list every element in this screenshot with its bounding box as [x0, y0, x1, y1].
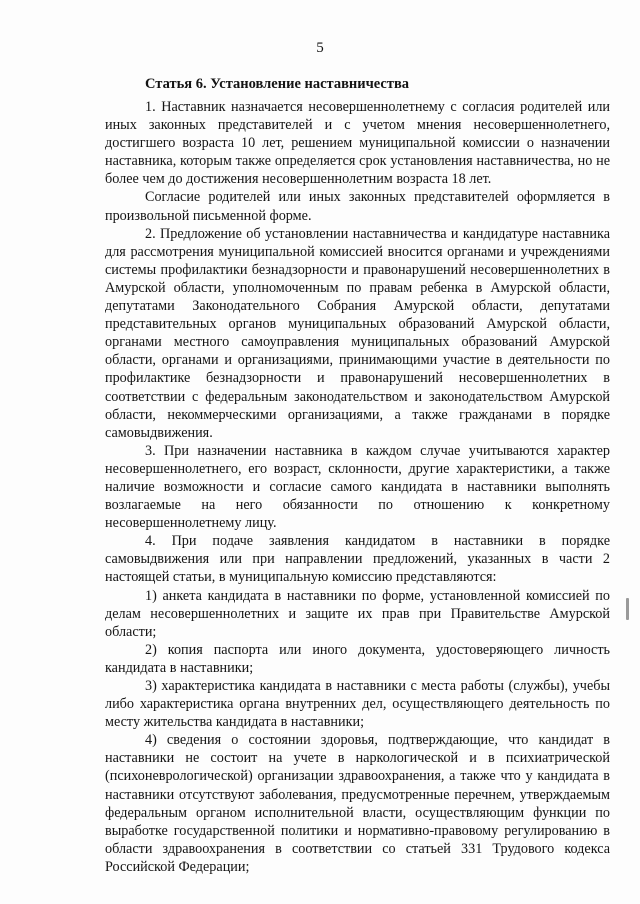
paragraph-3: 3. При назначении наставника в каждом случае учитываются характер несовершеннолетнего, его возраст, склонности, другие характеристики, а также наличие возможности и согласие самого кандидата в наставники выполнять возлагаемые на него обязанности по отношению к конкретному несовершеннолетнему лицу. [105, 442, 610, 532]
paragraph-1: 1. Наставник назначается несовершеннолетнему с согласия родителей или иных законных представителей и с учетом мнения несовершеннолетнего, достигшего возраста 10 лет, решением муниципальной комиссии о назначении наставника, которым также определяется срок установления наставничества, но не более чем до достижения несовершеннолетним возраста 18 лет. [105, 99, 610, 188]
paragraph-4: 4. При подаче заявления кандидатом в наставники в порядке самовыдвижения или при направлении предложений, указанных в части 2 настоящей статьи, в муниципальную комиссию представляются: [105, 533, 610, 586]
paragraph-2: 2. Предложение об установлении наставничества и кандидатуре наставника для рассмотрения муниципальной комиссией вносится органами и учреждениями системы профилактики безнадзорности и правонарушений несовершеннолетних в Амурской области, уполномоченным по правам ребенка в Амурской области, депутатами Законодательного Собрания Амурской области, депутатами представительных органов муниципальных образований Амурской области, органами местного самоуправления муниципальных образований Амурской области, органами и организациями, принимающими участие в деятельности по профилактике безнадзорности и правонарушений несовершеннолетних в соответствии с федеральным законодательством и законодательством Амурской области, некоммерческими организациями, а также гражданами в порядке самовыдвижения. [105, 225, 610, 441]
paragraph-consent: Согласие родителей или иных законных представителей оформляется в произвольной письменной форме. [105, 189, 610, 224]
scan-mark [626, 598, 629, 620]
list-item-3: 3) характеристика кандидата в наставники с места работы (службы), учебы либо характеристика органа внутренних дел, осуществляющего деятельность по месту жительства кандидата в наставники; [105, 678, 610, 731]
article-heading: Статья 6. Установление наставничества [145, 76, 410, 92]
list-item-1: 1) анкета кандидата в наставники по форме, установленной комиссией по делам несовершеннолетних и защите их прав при Правительстве Амурской области; [105, 587, 610, 640]
list-item-2: 2) копия паспорта или иного документа, удостоверяющего личность кандидата в наставники; [105, 641, 610, 676]
article-body [105, 98, 610, 876]
page-number: 5 [316, 40, 324, 56]
list-item-4: 4) сведения о состоянии здоровья, подтверждающие, что кандидат в наставники не состоит на учете в наркологической и в психиатрической (психоневрологической) организации здравоохранения, а также что у кандидата в наставники отсутствуют заболевания, предусмотренные перечнем, утверждаемым федеральным органом исполнительной власти, осуществляющим функции по выработке государственной политики и нормативно-правовому регулированию в области здравоохранения в соответствии со статьей 331 Трудового кодекса Российской Федерации; [105, 732, 610, 875]
